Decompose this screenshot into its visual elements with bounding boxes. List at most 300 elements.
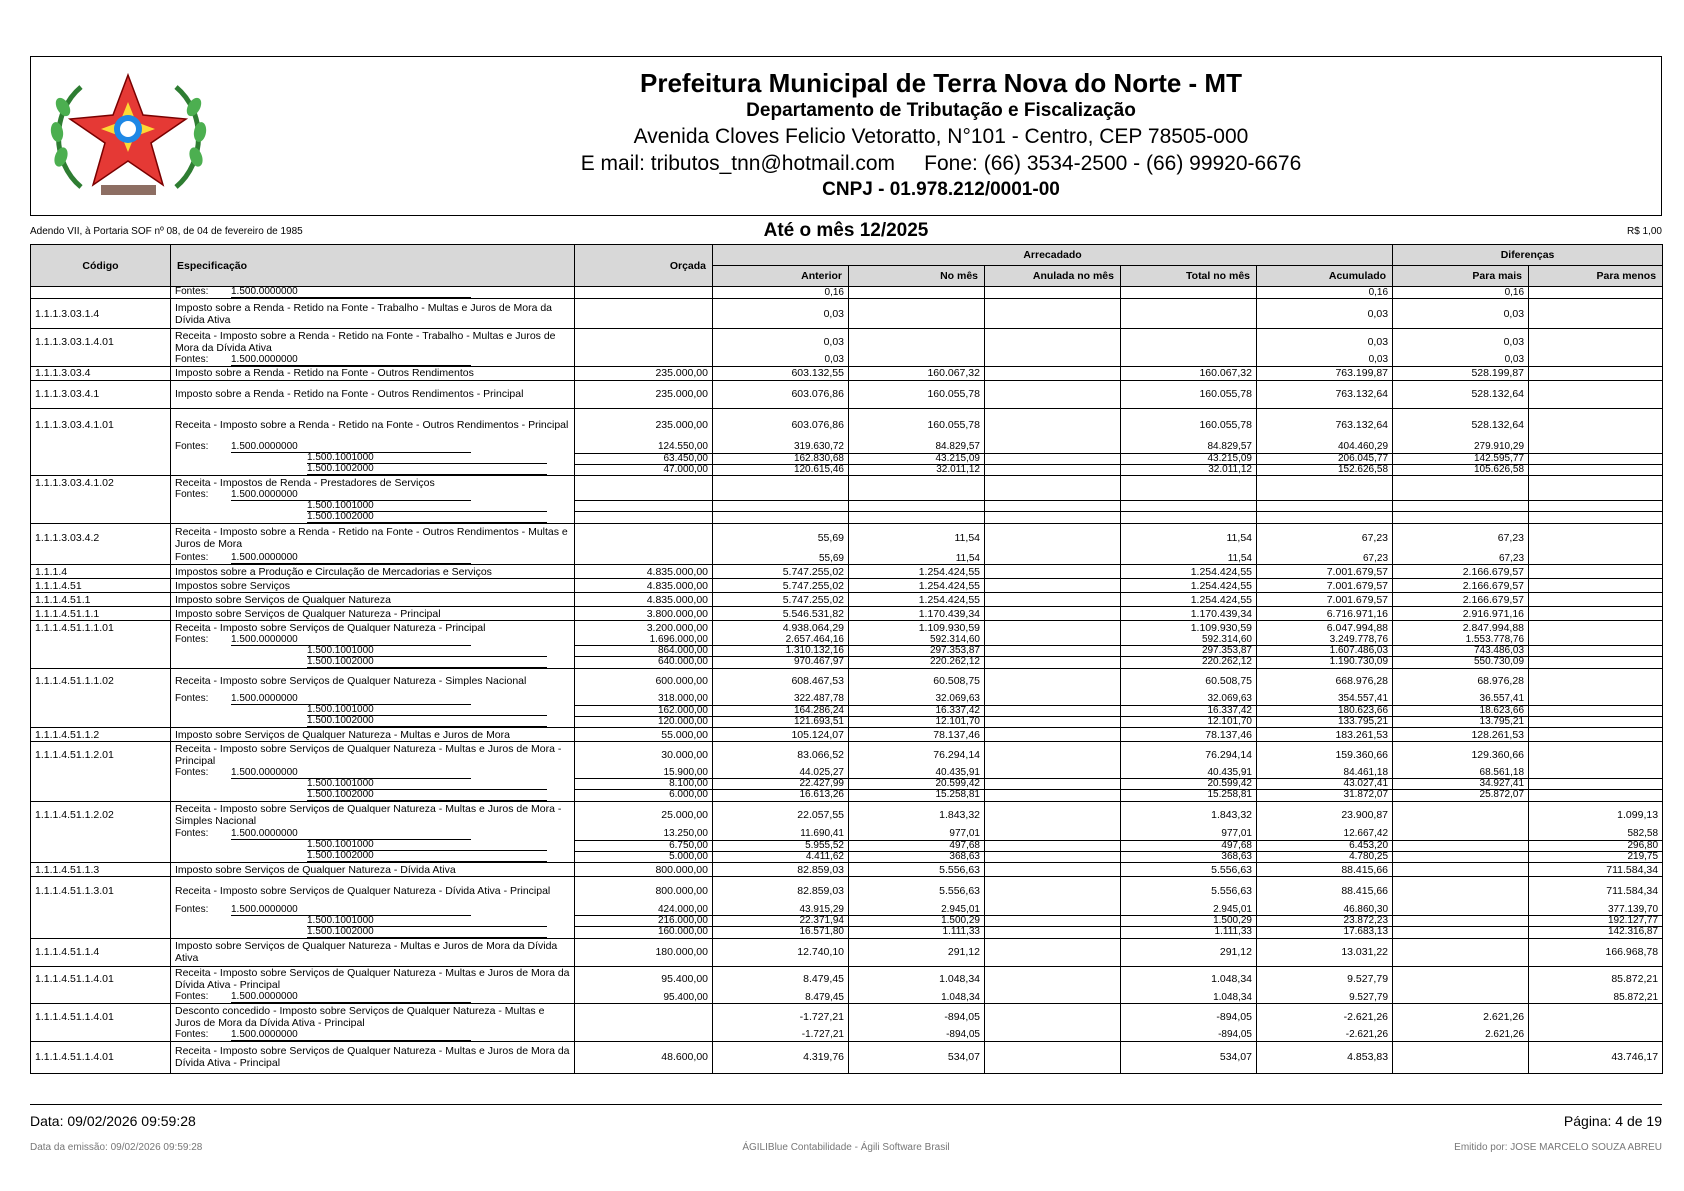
para-mais-cell: 2.166.679,57 <box>1393 579 1529 593</box>
no-mes-cell: 5.556,63 <box>849 863 985 877</box>
para-menos-cell <box>1529 657 1663 669</box>
anulada-cell <box>985 966 1121 992</box>
codigo-cell: 1.1.1.4.51.1.2 <box>31 728 171 742</box>
para-mais-cell <box>1393 938 1529 966</box>
codigo-cell <box>31 1030 171 1042</box>
anulada-cell <box>985 779 1121 790</box>
para-menos-cell <box>1529 329 1663 355</box>
fontes-label: Fontes: <box>175 991 209 1002</box>
total-cell <box>1121 476 1257 490</box>
total-cell: 220.262,12 <box>1121 657 1257 669</box>
anulada-cell <box>985 490 1121 501</box>
anterior-cell: 82.859,03 <box>713 877 849 905</box>
codigo-cell <box>31 768 171 779</box>
no-mes-cell: 291,12 <box>849 938 985 966</box>
anulada-cell <box>985 501 1121 512</box>
anterior-cell: 5.747.255,02 <box>713 579 849 593</box>
fontes-row <box>31 657 1663 669</box>
col-total: Total no mês <box>1121 266 1257 287</box>
total-cell: 12.101,70 <box>1121 716 1257 728</box>
fontes-label: Fontes: <box>175 766 209 778</box>
para-mais-cell: 128.261,53 <box>1393 728 1529 742</box>
no-mes-cell: 160.055,78 <box>849 408 985 442</box>
orcada-cell <box>575 355 713 367</box>
no-mes-cell: 1.500,29 <box>849 916 985 927</box>
fonte-code: 1.500.1001000 <box>307 705 547 716</box>
orcada-cell <box>575 1030 713 1042</box>
para-menos-cell: 219,75 <box>1529 851 1663 863</box>
para-menos-cell <box>1529 366 1663 380</box>
para-mais-cell: 25.872,07 <box>1393 790 1529 802</box>
no-mes-cell <box>849 287 985 299</box>
orcada-cell <box>575 501 713 512</box>
codigo-cell <box>31 927 171 939</box>
fontes-cell <box>171 927 575 939</box>
para-menos-cell: 85.872,21 <box>1529 966 1663 992</box>
acumulado-cell: 13.031,22 <box>1257 938 1393 966</box>
para-mais-cell: 67,23 <box>1393 553 1529 565</box>
anterior-cell: 162.830,68 <box>713 453 849 464</box>
fonte-code: 1.500.0000000 <box>231 355 471 366</box>
fonte-code: 1.500.1001000 <box>307 453 547 464</box>
especificacao-cell: Receita - Imposto sobre a Renda - Retido na Fonte - Outros Rendimentos - Multas e Juros de Mora <box>171 523 575 553</box>
orcada-cell: 30.000,00 <box>575 742 713 768</box>
no-mes-cell: 2.945,01 <box>849 905 985 916</box>
no-mes-cell: 368,63 <box>849 851 985 863</box>
fonte-code: 1.500.0000000 <box>231 829 471 840</box>
anulada-cell <box>985 840 1121 851</box>
acumulado-cell: 668.976,28 <box>1257 668 1393 694</box>
fontes-cell <box>171 768 575 779</box>
anulada-cell <box>985 329 1121 355</box>
codigo-cell: 1.1.1.3.03.4.1 <box>31 380 171 408</box>
fontes-row <box>31 442 1663 453</box>
para-mais-cell: 68.561,18 <box>1393 768 1529 779</box>
total-cell: 160.055,78 <box>1121 408 1257 442</box>
total-cell: 297.353,87 <box>1121 646 1257 657</box>
total-cell: 160.055,78 <box>1121 380 1257 408</box>
acumulado-cell: 88.415,66 <box>1257 877 1393 905</box>
fontes-label: Fontes: <box>175 353 209 365</box>
report-subheader <box>30 220 1662 242</box>
especificacao-cell: Imposto sobre a Renda - Retido na Fonte - Outros Rendimentos <box>171 366 575 380</box>
codigo-cell: 1.1.1.3.03.1.4 <box>31 299 171 329</box>
revenue-table <box>30 244 1663 1074</box>
anulada-cell <box>985 927 1121 939</box>
no-mes-cell <box>849 501 985 512</box>
especificacao-cell: Receita - Imposto sobre Serviços de Qualquer Natureza - Multas e Juros de Mora da Dívida Ativa - Principal <box>171 966 575 992</box>
col-orcada: Orçada <box>575 245 713 287</box>
total-cell <box>1121 329 1257 355</box>
col-anulada: Anulada no mês <box>985 266 1121 287</box>
total-cell: 1.111,33 <box>1121 927 1257 939</box>
para-mais-cell: 1.553.778,76 <box>1393 635 1529 646</box>
total-cell: 291,12 <box>1121 938 1257 966</box>
no-mes-cell: 1.048,34 <box>849 992 985 1004</box>
para-mais-cell: 528.132,64 <box>1393 380 1529 408</box>
anterior-cell: 1.310.132,16 <box>713 646 849 657</box>
fonte-code: 1.500.1002000 <box>307 716 547 727</box>
anterior-cell: -1.727,21 <box>713 1030 849 1042</box>
anulada-cell <box>985 366 1121 380</box>
fontes-cell <box>171 916 575 927</box>
para-menos-cell <box>1529 408 1663 442</box>
orcada-cell: 124.550,00 <box>575 442 713 453</box>
codigo-cell <box>31 490 171 501</box>
codigo-cell: 1.1.1.4 <box>31 565 171 579</box>
anterior-cell: 2.657.464,16 <box>713 635 849 646</box>
orcada-cell: 4.835.000,00 <box>575 565 713 579</box>
table-row <box>31 579 1663 593</box>
para-menos-cell <box>1529 705 1663 716</box>
report-page <box>30 56 1662 1074</box>
no-mes-cell <box>849 490 985 501</box>
codigo-cell: 1.1.1.3.03.4.1.02 <box>31 476 171 490</box>
total-cell <box>1121 501 1257 512</box>
address: Avenida Cloves Felicio Vetoratto, N°101 - Centro, CEP 78505-000 <box>633 125 1249 148</box>
emission-date: Data da emissão: 09/02/2026 09:59:28 <box>30 1142 203 1153</box>
para-mais-cell: 528.132,64 <box>1393 408 1529 442</box>
fontes-cell <box>171 716 575 728</box>
fontes-row <box>31 829 1663 840</box>
anterior-cell: 0,03 <box>713 355 849 367</box>
especificacao-cell: Imposto sobre Serviços de Qualquer Natureza - Multas e Juros de Mora da Dívida Ativa <box>171 938 575 966</box>
orcada-cell: 162.000,00 <box>575 705 713 716</box>
table-row <box>31 380 1663 408</box>
total-cell: 977,01 <box>1121 829 1257 840</box>
fontes-row <box>31 355 1663 367</box>
fontes-row <box>31 851 1663 863</box>
total-cell: 32.011,12 <box>1121 464 1257 476</box>
para-menos-cell <box>1529 621 1663 635</box>
codigo-cell: 1.1.1.4.51.1.3 <box>31 863 171 877</box>
orcada-cell: 600.000,00 <box>575 668 713 694</box>
anterior-cell <box>713 476 849 490</box>
total-cell: 43.215,09 <box>1121 453 1257 464</box>
anterior-cell: 4.938.064,29 <box>713 621 849 635</box>
acumulado-cell: 1.607.486,03 <box>1257 646 1393 657</box>
codigo-cell <box>31 553 171 565</box>
fontes-cell <box>171 790 575 802</box>
fontes-row <box>31 716 1663 728</box>
table-row <box>31 966 1663 992</box>
total-cell: 20.599,42 <box>1121 779 1257 790</box>
orcada-cell: 13.250,00 <box>575 829 713 840</box>
acumulado-cell: 46.860,30 <box>1257 905 1393 916</box>
anulada-cell <box>985 408 1121 442</box>
acumulado-cell: 12.667,42 <box>1257 829 1393 840</box>
para-menos-cell <box>1529 646 1663 657</box>
para-menos-cell: 85.872,21 <box>1529 992 1663 1004</box>
no-mes-cell: 977,01 <box>849 829 985 840</box>
para-menos-cell <box>1529 790 1663 802</box>
para-menos-cell: 711.584,34 <box>1529 877 1663 905</box>
no-mes-cell <box>849 512 985 524</box>
total-cell: 2.945,01 <box>1121 905 1257 916</box>
para-mais-cell <box>1393 916 1529 927</box>
anterior-cell: 5.955,52 <box>713 840 849 851</box>
no-mes-cell: 16.337,42 <box>849 705 985 716</box>
acumulado-cell: 763.132,64 <box>1257 408 1393 442</box>
para-mais-cell <box>1393 851 1529 863</box>
acumulado-cell: 84.461,18 <box>1257 768 1393 779</box>
no-mes-cell: 1.254.424,55 <box>849 565 985 579</box>
no-mes-cell: 1.048,34 <box>849 966 985 992</box>
para-menos-cell <box>1529 380 1663 408</box>
acumulado-cell <box>1257 501 1393 512</box>
anterior-cell: 43.915,29 <box>713 905 849 916</box>
orcada-cell: 160.000,00 <box>575 927 713 939</box>
anterior-cell: 970.467,97 <box>713 657 849 669</box>
table-row <box>31 938 1663 966</box>
orcada-cell: 318.000,00 <box>575 694 713 705</box>
total-cell: 1.048,34 <box>1121 966 1257 992</box>
anulada-cell <box>985 916 1121 927</box>
col-codigo: Código <box>31 245 171 287</box>
anterior-cell: 322.487,78 <box>713 694 849 705</box>
codigo-cell: 1.1.1.4.51.1.3.01 <box>31 877 171 905</box>
para-mais-cell <box>1393 1041 1529 1073</box>
anulada-cell <box>985 992 1121 1004</box>
acumulado-cell <box>1257 490 1393 501</box>
para-menos-cell <box>1529 779 1663 790</box>
fontes-row <box>31 464 1663 476</box>
municipal-crest-icon <box>41 67 216 205</box>
orcada-cell: 800.000,00 <box>575 877 713 905</box>
codigo-cell <box>31 851 171 863</box>
orcada-cell <box>575 512 713 524</box>
no-mes-cell: 11,54 <box>849 553 985 565</box>
codigo-cell: 1.1.1.4.51.1.1.01 <box>31 621 171 635</box>
fontes-cell <box>171 1030 575 1042</box>
especificacao-cell: Receita - Imposto sobre a Renda - Retido na Fonte - Outros Rendimentos - Principal <box>171 408 575 442</box>
fonte-code: 1.500.1002000 <box>307 851 547 862</box>
no-mes-cell: 1.111,33 <box>849 927 985 939</box>
acumulado-cell: 159.360,66 <box>1257 742 1393 768</box>
para-menos-cell: 166.968,78 <box>1529 938 1663 966</box>
acumulado-cell: 152.626,58 <box>1257 464 1393 476</box>
fonte-code: 1.500.0000000 <box>231 694 471 705</box>
no-mes-cell: 5.556,63 <box>849 877 985 905</box>
no-mes-cell: 220.262,12 <box>849 657 985 669</box>
fontes-cell <box>171 657 575 669</box>
table-row <box>31 877 1663 905</box>
para-menos-cell <box>1529 442 1663 453</box>
para-menos-cell <box>1529 742 1663 768</box>
fontes-row <box>31 287 1663 299</box>
anterior-cell: 603.132,55 <box>713 366 849 380</box>
para-mais-cell: 129.360,66 <box>1393 742 1529 768</box>
para-menos-cell <box>1529 668 1663 694</box>
total-cell: 497,68 <box>1121 840 1257 851</box>
anulada-cell <box>985 801 1121 829</box>
no-mes-cell: 15.258,81 <box>849 790 985 802</box>
fontes-cell <box>171 905 575 916</box>
acumulado-cell <box>1257 512 1393 524</box>
table-row <box>31 728 1663 742</box>
anulada-cell <box>985 1041 1121 1073</box>
fontes-cell <box>171 646 575 657</box>
para-menos-cell <box>1529 716 1663 728</box>
total-cell <box>1121 512 1257 524</box>
total-cell <box>1121 355 1257 367</box>
codigo-cell: 1.1.1.4.51.1.4.01 <box>31 1004 171 1030</box>
para-mais-cell <box>1393 927 1529 939</box>
para-menos-cell <box>1529 464 1663 476</box>
codigo-cell: 1.1.1.4.51.1.1 <box>31 607 171 621</box>
anterior-cell: 22.427,99 <box>713 779 849 790</box>
no-mes-cell: 84.829,57 <box>849 442 985 453</box>
acumulado-cell: 31.872,07 <box>1257 790 1393 802</box>
fontes-label: Fontes: <box>175 693 209 704</box>
para-mais-cell <box>1393 863 1529 877</box>
para-menos-cell <box>1529 490 1663 501</box>
para-mais-cell: 67,23 <box>1393 523 1529 553</box>
orcada-cell: 864.000,00 <box>575 646 713 657</box>
total-cell: -894,05 <box>1121 1030 1257 1042</box>
fontes-cell <box>171 490 575 501</box>
para-menos-cell <box>1529 768 1663 779</box>
fontes-cell <box>171 992 575 1004</box>
anulada-cell <box>985 768 1121 779</box>
anterior-cell: 120.615,46 <box>713 464 849 476</box>
fonte-code: 1.500.1002000 <box>307 927 547 938</box>
anterior-cell: 55,69 <box>713 523 849 553</box>
orcada-cell: 15.900,00 <box>575 768 713 779</box>
para-mais-cell <box>1393 490 1529 501</box>
anterior-cell: 5.747.255,02 <box>713 593 849 607</box>
para-menos-cell <box>1529 287 1663 299</box>
anulada-cell <box>985 523 1121 553</box>
codigo-cell <box>31 790 171 802</box>
acumulado-cell: -2.621,26 <box>1257 1004 1393 1030</box>
no-mes-cell: 592.314,60 <box>849 635 985 646</box>
table-row <box>31 329 1663 355</box>
total-cell: 76.294,14 <box>1121 742 1257 768</box>
orcada-cell: 640.000,00 <box>575 657 713 669</box>
total-cell: 16.337,42 <box>1121 705 1257 716</box>
fonte-code: 1.500.1002000 <box>307 512 547 523</box>
total-cell: 15.258,81 <box>1121 790 1257 802</box>
anterior-cell: -1.727,21 <box>713 1004 849 1030</box>
acumulado-cell: 6.453,20 <box>1257 840 1393 851</box>
para-menos-cell: 377.139,70 <box>1529 905 1663 916</box>
anterior-cell: 5.546.531,82 <box>713 607 849 621</box>
codigo-cell <box>31 779 171 790</box>
para-menos-cell <box>1529 607 1663 621</box>
no-mes-cell: -894,05 <box>849 1030 985 1042</box>
orcada-cell: 6.000,00 <box>575 790 713 802</box>
para-menos-cell: 43.746,17 <box>1529 1041 1663 1073</box>
total-cell: 11,54 <box>1121 523 1257 553</box>
acumulado-cell: 6.716.971,16 <box>1257 607 1393 621</box>
col-no-mes: No mês <box>849 266 985 287</box>
fonte-code: 1.500.1001000 <box>307 501 547 512</box>
orcada-cell <box>575 287 713 299</box>
col-group-diferencas: Diferenças <box>1393 245 1663 266</box>
no-mes-cell: 297.353,87 <box>849 646 985 657</box>
para-menos-cell: 142.316,87 <box>1529 927 1663 939</box>
anterior-cell: 16.571,80 <box>713 927 849 939</box>
codigo-cell <box>31 453 171 464</box>
anulada-cell <box>985 829 1121 840</box>
para-mais-cell: 279.910,29 <box>1393 442 1529 453</box>
orcada-cell: 4.835.000,00 <box>575 579 713 593</box>
no-mes-cell: 78.137,46 <box>849 728 985 742</box>
no-mes-cell: 32.069,63 <box>849 694 985 705</box>
anterior-cell: 12.740,10 <box>713 938 849 966</box>
codigo-cell: 1.1.1.4.51 <box>31 579 171 593</box>
codigo-cell <box>31 464 171 476</box>
software-name: ÁGILIBlue Contabilidade - Ágili Software Brasil <box>742 1142 950 1153</box>
report-header <box>30 56 1662 216</box>
codigo-cell <box>31 840 171 851</box>
especificacao-cell: Receita - Imposto sobre Serviços de Qualquer Natureza - Dívida Ativa - Principal <box>171 877 575 905</box>
anulada-cell <box>985 1004 1121 1030</box>
codigo-cell <box>31 287 171 299</box>
para-mais-cell <box>1393 905 1529 916</box>
codigo-cell <box>31 716 171 728</box>
para-menos-cell <box>1529 694 1663 705</box>
acumulado-cell: 23.900,87 <box>1257 801 1393 829</box>
fonte-code: 1.500.0000000 <box>231 768 471 779</box>
anterior-cell: 121.693,51 <box>713 716 849 728</box>
anulada-cell <box>985 579 1121 593</box>
fontes-row <box>31 512 1663 524</box>
no-mes-cell: 1.843,32 <box>849 801 985 829</box>
no-mes-cell: 11,54 <box>849 523 985 553</box>
fontes-label: Fontes: <box>175 633 209 645</box>
total-cell: 1.109.930,59 <box>1121 621 1257 635</box>
fontes-cell <box>171 635 575 646</box>
total-cell: 84.829,57 <box>1121 442 1257 453</box>
acumulado-cell: 67,23 <box>1257 553 1393 565</box>
anterior-cell: 4.319,76 <box>713 1041 849 1073</box>
orcada-cell: 216.000,00 <box>575 916 713 927</box>
fonte-code: 1.500.1001000 <box>307 840 547 851</box>
page-number: Página: 4 de 19 <box>1563 1113 1662 1129</box>
especificacao-cell: Receita - Imposto sobre Serviços de Qualquer Natureza - Multas e Juros de Mora da Dívida Ativa - Principal <box>171 1041 575 1073</box>
fontes-row <box>31 646 1663 657</box>
para-mais-cell: 2.847.994,88 <box>1393 621 1529 635</box>
codigo-cell: 1.1.1.4.51.1.4.01 <box>31 1041 171 1073</box>
total-cell: 1.254.424,55 <box>1121 579 1257 593</box>
no-mes-cell: 40.435,91 <box>849 768 985 779</box>
print-date: Data: 09/02/2026 09:59:28 <box>30 1113 196 1129</box>
anulada-cell <box>985 593 1121 607</box>
para-mais-cell <box>1393 877 1529 905</box>
total-cell: 78.137,46 <box>1121 728 1257 742</box>
codigo-cell: 1.1.1.4.51.1.4 <box>31 938 171 966</box>
para-menos-cell <box>1529 635 1663 646</box>
acumulado-cell: 67,23 <box>1257 523 1393 553</box>
orcada-cell: 95.400,00 <box>575 966 713 992</box>
total-cell <box>1121 287 1257 299</box>
table-row <box>31 299 1663 329</box>
fonte-code: 1.500.0000000 <box>231 992 471 1003</box>
anulada-cell <box>985 553 1121 565</box>
anulada-cell <box>985 646 1121 657</box>
orcada-cell: 235.000,00 <box>575 366 713 380</box>
acumulado-cell: 0,03 <box>1257 329 1393 355</box>
especificacao-cell: Receita - Imposto sobre Serviços de Qualquer Natureza - Principal <box>171 621 575 635</box>
anterior-cell <box>713 501 849 512</box>
especificacao-cell: Imposto sobre Serviços de Qualquer Natureza <box>171 593 575 607</box>
orcada-cell: 235.000,00 <box>575 380 713 408</box>
orcada-cell <box>575 490 713 501</box>
anulada-cell <box>985 442 1121 453</box>
acumulado-cell: 763.132,64 <box>1257 380 1393 408</box>
